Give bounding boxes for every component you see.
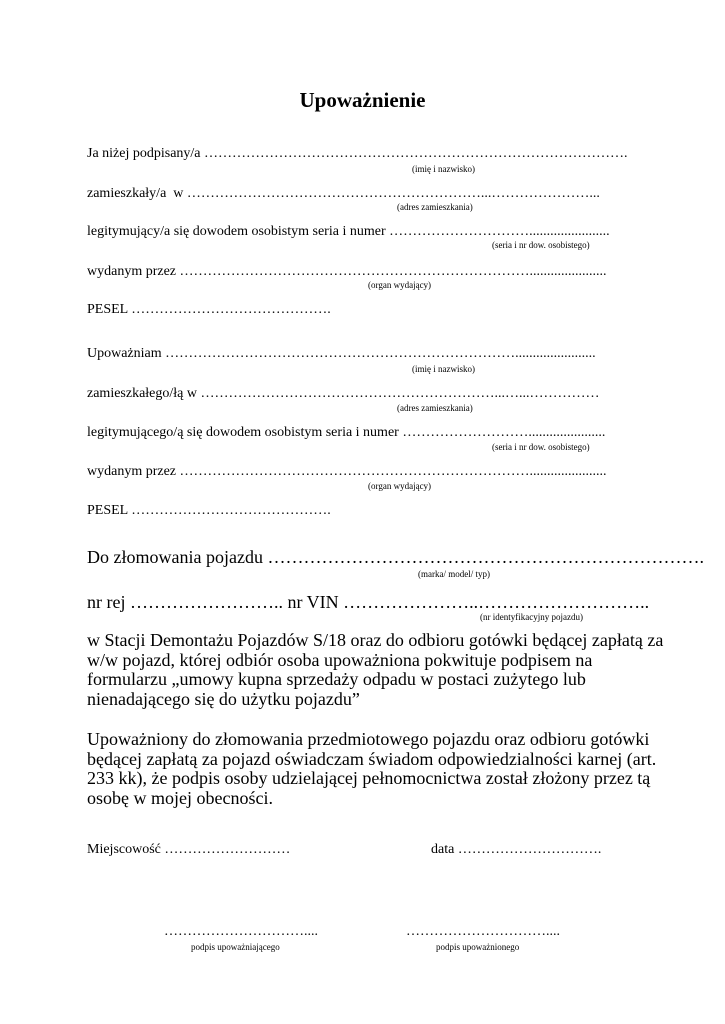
grantee-signature-label: podpis upoważnionego: [436, 942, 520, 952]
grantee-id-line: legitymującego/ą się dowodem osobistym seria i numer ………………………......................: [87, 425, 606, 440]
grantor-pesel-line: PESEL …………………………………….: [87, 302, 331, 317]
grantee-address-line: zamieszkałego/łą w ………………………………………………………...…...……………: [87, 386, 600, 401]
grantor-signature-label: podpis upoważniającego: [191, 942, 280, 952]
grantee-address-hint: (adres zamieszkania): [397, 403, 473, 413]
grantor-id-hint: (seria i nr dow. osobistego): [492, 240, 590, 250]
place-line: Miejscowość ………………………: [87, 842, 291, 857]
vehicle-scrap-hint: (marka/ model/ typ): [418, 569, 490, 579]
grantor-name-hint: (imię i nazwisko): [412, 164, 475, 174]
grantor-issuer-line: wydanym przez …………………………………………………………………......................: [87, 264, 607, 279]
grantee-pesel-line: PESEL …………………………………….: [87, 503, 331, 518]
grantee-id-hint: (seria i nr dow. osobistego): [492, 442, 590, 452]
date-line: data ………………………….: [431, 842, 602, 857]
grantor-address-hint: (adres zamieszkania): [397, 202, 473, 212]
authorization-paragraph: w Stacji Demontażu Pojazdów S/18 oraz do odbioru gotówki będącej zapłatą za w/w pojazd, której odbiór osoba upoważniona pokwituje podpisem na formularzu „umowy kupna sprzedaży odpadu w postaci zużytego lub nienadającego się do użytku pojazdu”: [87, 630, 664, 709]
vehicle-scrap-line: Do złomowania pojazdu ……………………………………………………………….: [87, 547, 704, 567]
grantee-issuer-hint: (organ wydający): [368, 481, 432, 491]
vehicle-reg-vin-line: nr rej …………………….. nr VIN …………………..………………………..: [87, 592, 650, 612]
grantee-name-line: Upoważniam ………………………………………………………………….......................: [87, 346, 596, 361]
grantor-issuer-hint: (organ wydający): [368, 280, 432, 290]
document-title: Upoważnienie: [299, 88, 426, 112]
grantor-address-line: zamieszkały/a w ………………………………………………………...…………………...: [87, 186, 600, 201]
grantor-name-line: Ja niżej podpisany/a ……………………………………………………………………………….: [87, 146, 628, 161]
grantor-id-line: legitymujący/a się dowodem osobistym seria i numer ………………………….......................: [87, 224, 610, 239]
grantee-issuer-line: wydanym przez …………………………………………………………………......................: [87, 464, 607, 479]
grantor-signature-line: …………………………....: [164, 924, 318, 939]
declaration-paragraph: Upoważniony do złomowania przedmiotowego pojazdu oraz odbioru gotówki będącej zapłatą za pojazd oświadczam świadom odpowiedzialności karnej (art. 233 kk), że podpis osoby udzielającej pełnomocnictwa został złożony przez tą osobę w mojej obecności.: [87, 729, 657, 808]
grantee-name-hint: (imię i nazwisko): [412, 364, 475, 374]
grantee-signature-line: …………………………....: [406, 924, 560, 939]
vehicle-reg-vin-hint: (nr identyfikacyjny pojazdu): [480, 612, 583, 622]
